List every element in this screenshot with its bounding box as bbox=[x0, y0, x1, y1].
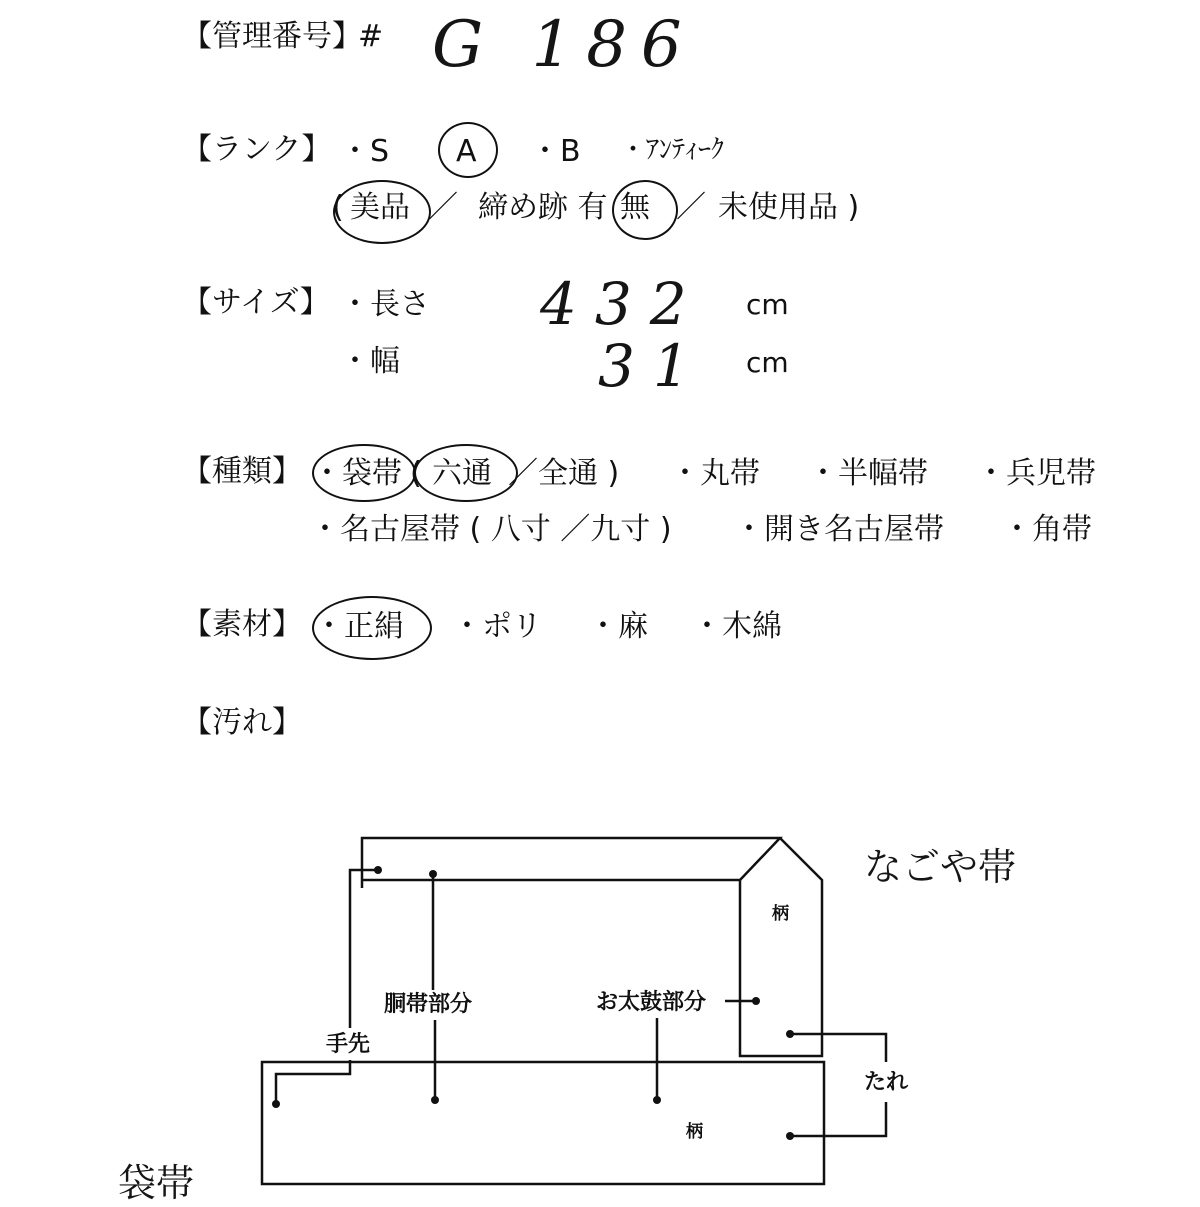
management-number-label: 【管理番号】 bbox=[182, 19, 362, 54]
condition-none: 無 bbox=[620, 190, 650, 225]
length-label: ・長さ bbox=[340, 287, 430, 322]
type-hiraki-nagoya: ・開き名古屋帯 bbox=[734, 512, 944, 547]
material-hemp: ・麻 bbox=[588, 609, 648, 644]
tesaki-leader-bottom bbox=[276, 1060, 350, 1104]
condition-tie-marks: 締め跡 有 bbox=[478, 190, 608, 225]
width-value: 31 bbox=[598, 332, 708, 400]
type-maru: ・丸帯 bbox=[670, 456, 760, 491]
tesaki-leader-top bbox=[350, 870, 378, 1028]
width-label: ・幅 bbox=[340, 344, 400, 379]
condition-good: 美品 bbox=[350, 190, 410, 225]
type-label: 【種類】 bbox=[182, 454, 302, 489]
nagoya-obi-fold bbox=[740, 838, 822, 1056]
fukuro-pattern-label: 柄 bbox=[686, 1122, 703, 1142]
type-zentsu: ／全通 ) bbox=[508, 456, 620, 491]
size-label: 【サイズ】 bbox=[182, 285, 330, 320]
stain-label: 【汚れ】 bbox=[182, 705, 302, 740]
type-fukuro: ・袋帯 bbox=[312, 456, 402, 491]
condition-sep-1: ／ bbox=[428, 190, 458, 225]
condition-unused: 未使用品 ) bbox=[718, 190, 860, 225]
otaiko-label: お太鼓部分 bbox=[596, 990, 707, 1015]
nagoya-pattern-label: 柄 bbox=[772, 904, 789, 924]
type-nagoya: ・名古屋帯 ( 八寸 ／九寸 ) bbox=[310, 512, 672, 547]
tare-leader-top bbox=[790, 1034, 886, 1062]
width-unit: cm bbox=[746, 346, 789, 379]
nagoya-obi-title: なごや帯 bbox=[864, 845, 1017, 889]
type-heko: ・兵児帯 bbox=[976, 456, 1096, 491]
rank-option-a: A bbox=[456, 134, 477, 169]
material-cotton: ・木綿 bbox=[692, 609, 782, 644]
material-label: 【素材】 bbox=[182, 607, 302, 642]
tare-leader-bottom bbox=[790, 1102, 886, 1136]
rank-option-antique: ・ｱﾝﾃｨｰｸ bbox=[620, 135, 725, 165]
material-poly: ・ポリ bbox=[452, 609, 542, 644]
length-value: 432 bbox=[540, 270, 705, 338]
handwritten-management-id: G 186 bbox=[432, 8, 696, 82]
tesaki-label: 手先 bbox=[326, 1032, 371, 1057]
tare-label: たれ bbox=[864, 1070, 909, 1095]
hash-symbol: # bbox=[358, 19, 384, 54]
type-open-paren: ( bbox=[410, 456, 422, 491]
nagoya-obi-outline bbox=[362, 838, 780, 888]
length-unit: cm bbox=[746, 288, 789, 321]
rank-label: 【ランク】 bbox=[182, 132, 332, 167]
condition-open-paren: ( bbox=[332, 190, 344, 225]
type-hanhaba: ・半幅帯 bbox=[808, 456, 928, 491]
rank-option-s: ・S bbox=[340, 134, 390, 169]
type-kaku: ・角帯 bbox=[1002, 512, 1092, 547]
material-silk: ・正絹 bbox=[314, 609, 404, 644]
rank-option-b: ・B bbox=[530, 134, 581, 169]
fukuro-obi-title: 袋帯 bbox=[118, 1161, 195, 1205]
fukuro-obi-rect bbox=[262, 1062, 824, 1184]
type-rokutsu: 六通 bbox=[432, 456, 492, 491]
condition-sep-2: ／ bbox=[676, 190, 706, 225]
dobu-label: 胴帯部分 bbox=[384, 992, 473, 1017]
